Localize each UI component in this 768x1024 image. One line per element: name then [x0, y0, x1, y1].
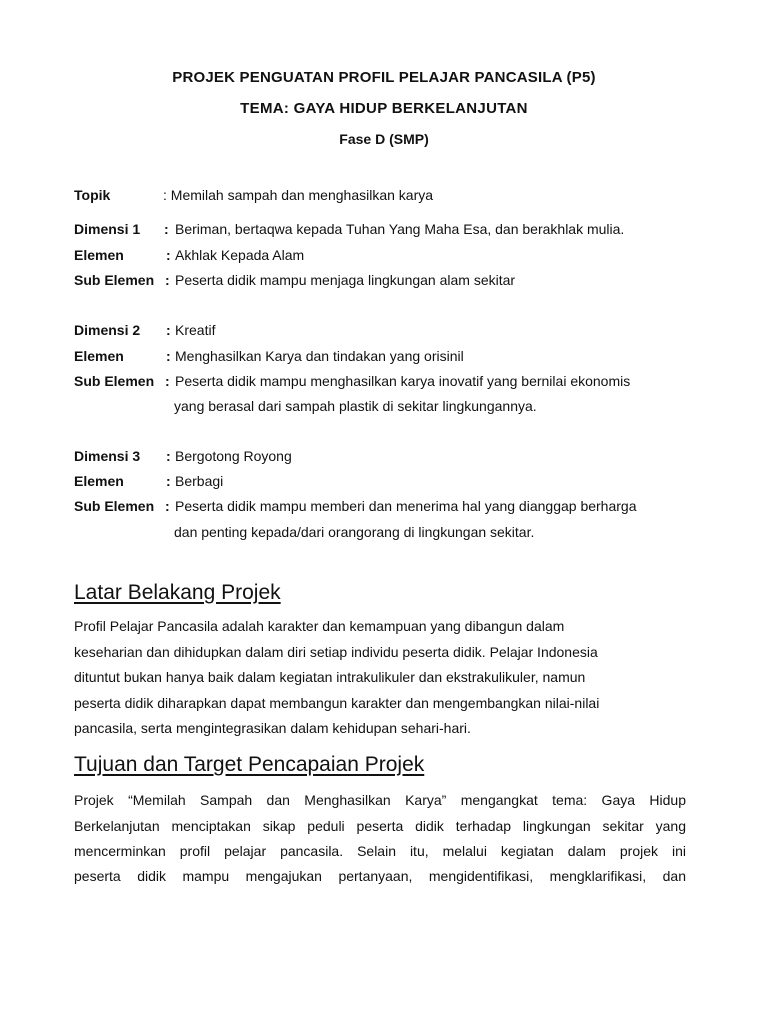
- dimensi3-sub-label: Sub Elemen: [74, 498, 155, 514]
- latar-line: dituntut bukan hanya baik dalam kegiatan intrakulikuler dan ekstrakulikuler, namun: [74, 669, 586, 685]
- dimensi2-elemen-value: Menghasilkan Karya dan tindakan yang orisinil: [175, 348, 464, 364]
- dimensi3-elemen-value: Berbagi: [175, 473, 224, 489]
- dimensi2-sub-colon: :: [165, 373, 170, 389]
- dimensi1-sub-colon: :: [165, 272, 170, 288]
- dimensi2-elemen-colon: :: [166, 348, 171, 364]
- dimensi3-label: Dimensi 3: [74, 448, 141, 464]
- dimensi2-elemen-label: Elemen: [74, 348, 124, 364]
- dimensi3-sub-value-2: dan penting kepada/dari orangorang di lingkungan sekitar.: [174, 524, 535, 540]
- dimensi1-label: Dimensi 1: [74, 221, 141, 237]
- dimensi1-elemen-value: Akhlak Kepada Alam: [175, 247, 305, 263]
- latar-line: Profil Pelajar Pancasila adalah karakter dan kemampuan yang dibangun dalam: [74, 618, 565, 634]
- dimensi2-sub-label: Sub Elemen: [74, 373, 155, 389]
- tujuan-line: peserta didik mampu mengajukan pertanyaan, mengidentifikasi, mengklarifikasi, dan: [74, 868, 686, 884]
- tujuan-line: mencerminkan profil pelajar pancasila. Selain itu, melalui kegiatan dalam projek ini: [74, 843, 686, 859]
- dimensi2-value: Kreatif: [175, 322, 216, 338]
- tujuan-line: Projek “Memilah Sampah dan Menghasilkan Karya” mengangkat tema: Gaya Hidup: [74, 792, 686, 808]
- topik-value: : Memilah sampah dan menghasilkan karya: [163, 187, 434, 203]
- latar-line: keseharian dan dihidupkan dalam diri setiap individu peserta didik. Pelajar Indonesia: [74, 644, 598, 660]
- dimensi1-elemen-colon: :: [166, 247, 171, 263]
- dimensi3-sub-value-1: Peserta didik mampu memberi dan menerima hal yang dianggap berharga: [175, 498, 637, 514]
- dimensi3-elemen-colon: :: [166, 473, 171, 489]
- latar-belakang-heading: Latar Belakang Projek: [74, 581, 281, 604]
- document-phase: Fase D (SMP): [339, 131, 429, 147]
- dimensi2-sub-value-1: Peserta didik mampu menghasilkan karya inovatif yang bernilai ekonomis: [175, 373, 631, 389]
- topik-label: Topik: [74, 187, 111, 203]
- dimensi2-colon: :: [166, 322, 171, 338]
- dimensi3-colon: :: [166, 448, 171, 464]
- latar-line: pancasila, serta mengintegrasikan dalam kehidupan sehari-hari.: [74, 720, 471, 736]
- tujuan-line: Berkelanjutan menciptakan sikap peduli peserta didik terhadap lingkungan sekitar yang: [74, 818, 686, 834]
- dimensi3-sub-colon: :: [165, 498, 170, 514]
- tujuan-heading: Tujuan dan Target Pencapaian Projek: [74, 753, 425, 776]
- latar-line: peserta didik diharapkan dapat membangun karakter dan mengembangkan nilai-nilai: [74, 695, 600, 711]
- dimensi2-label: Dimensi 2: [74, 322, 141, 338]
- document-title: PROJEK PENGUATAN PROFIL PELAJAR PANCASILA (P5): [172, 69, 596, 86]
- dimensi1-sub-label: Sub Elemen: [74, 272, 155, 288]
- dimensi1-value: Beriman, bertaqwa kepada Tuhan Yang Maha Esa, dan berakhlak mulia.: [175, 221, 625, 237]
- document-theme: TEMA: GAYA HIDUP BERKELANJUTAN: [240, 100, 528, 117]
- dimensi3-elemen-label: Elemen: [74, 473, 124, 489]
- dimensi3-value: Bergotong Royong: [175, 448, 292, 464]
- dimensi1-colon: :: [164, 221, 169, 237]
- dimensi1-elemen-label: Elemen: [74, 247, 124, 263]
- dimensi2-sub-value-2: yang berasal dari sampah plastik di sekitar lingkungannya.: [174, 398, 537, 414]
- dimensi1-sub-value: Peserta didik mampu menjaga lingkungan alam sekitar: [175, 272, 516, 288]
